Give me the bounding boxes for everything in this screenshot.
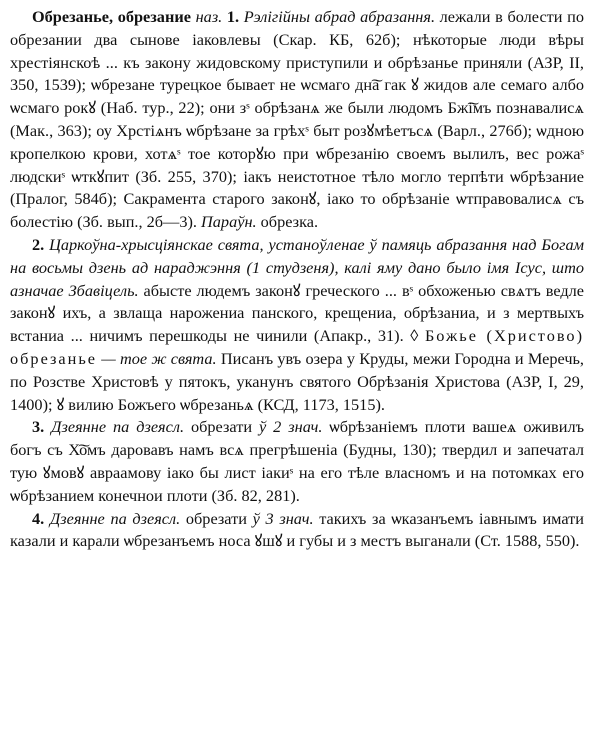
sense-gloss: Дзеянне па дзеясл. bbox=[44, 417, 185, 437]
sense-ref: ў 3 знач. bbox=[246, 508, 314, 528]
sense-3-paragraph bbox=[10, 416, 584, 507]
verb: обрезати bbox=[180, 508, 247, 528]
citations: абысте людемъ законꙋ греческого ... вˢ обхоженью свѧтъ ведле законꙋ ихъ, а звлаща нарожениа панского, крещениа, обрѣзаниа, и з мертвыхъ встаниа ... ничимъ перешкоды не чинили (Апакр., 31). ◊ bbox=[10, 280, 584, 346]
cross-ref-label: Параўн. bbox=[196, 212, 257, 232]
phrase-gloss: — тое ж свята. bbox=[97, 348, 217, 368]
sense-number: 3. bbox=[32, 417, 45, 437]
sense-ref: ў 2 знач. bbox=[252, 417, 323, 437]
cross-ref-word: обрезка. bbox=[256, 212, 319, 232]
citations: Писанъ увъ озера у Круды, межи Городна и Меречь, по Розстве Христовѣ у пятокъ, уканунъ святого Обрѣзанія Христова (АЗР, I, 29, 1400); ꙋ вилию Божъего ѡбрезаньѧ (КСД, 1173, 1515). bbox=[10, 348, 584, 414]
phrase: Божье (Христово) обрезанье bbox=[10, 326, 584, 368]
sense-1-paragraph bbox=[10, 6, 584, 234]
citations: лежали в болести по обрезании два сынове іаковлевы (Скар. КБ, 62б); нѣкоторые люди вѣры хрестіянскоѣ ... къ закону жидовскому приступили и обрѣзанье приняли (АЗР, II, 350, 1539); ѡбрезане турецкое бывает не ѡсмаго дн͠а гак ꙋ жидов але семаго албо ѡсмаго рокꙋ (Наб. тур., 22); они зˢ обрѣзанѧ же были людомъ Бж͠імъ познавалисѧ (Мак., 363); оу Хрстіѧнъ ѡбрѣзане за грѣхˢ быт розꙋмѣетъсѧ (Варл., 276б); ѡдною кропелкою крови, хотѧˢ тое которꙋю при ѡбрезанію своемъ вылилъ, вес рожаˢ людскиˢ ѡткꙋпит (Зб. 255, 370); іакъ неистотное тѣло могло терпѣти ѡбрѣзание (Пралог, 584б); Сакрамента старого законꙋ, іако то обрѣзаніе ѡтправовалисѧ съ болестію (Зб. вып., 2б—3). bbox=[10, 7, 584, 232]
sense-number: 4. bbox=[32, 508, 45, 528]
sense-number: 1. bbox=[226, 7, 240, 26]
sense-number: 2. bbox=[32, 234, 45, 254]
headword: Обрезанье, обрезание bbox=[32, 7, 191, 26]
sense-gloss: Рэлігійны абрад абразання. bbox=[239, 7, 436, 26]
sense-2-paragraph bbox=[10, 234, 584, 416]
citations: ѡбрѣзаніемъ плоти вашеѧ оживилъ богъ съ Х͠омъ даровавъ намъ всѧ прегрѣшеніа (Будны, 130); твердил и запечатал тую ꙋмовꙋ авраамову іако бы лист іакиˢ на его тѣле власномъ и на потомках его ѡбрѣзанием конечнои плоти (Зб. 82, 281). bbox=[10, 417, 584, 505]
sense-4-paragraph bbox=[10, 508, 584, 554]
part-of-speech: наз. bbox=[190, 7, 227, 26]
sense-gloss: Дзеянне па дзеясл. bbox=[44, 508, 181, 528]
citations: такихъ за ѡказанъемъ іавнымъ имати казали и карали ѡбрезанъемъ носа ꙋшꙋ и губы и з местъ выганали (Ст. 1588, 550). bbox=[10, 508, 584, 551]
verb: обрезати bbox=[184, 417, 253, 437]
sense-gloss: Царкоўна-хрысціянскае свята, устаноўленае ў памяць абразання над Богам на восьмы дзень ад нараджэння (1 студзеня), калі яму дано было імя Ісус, што азначае Збавіцель. bbox=[10, 234, 584, 300]
